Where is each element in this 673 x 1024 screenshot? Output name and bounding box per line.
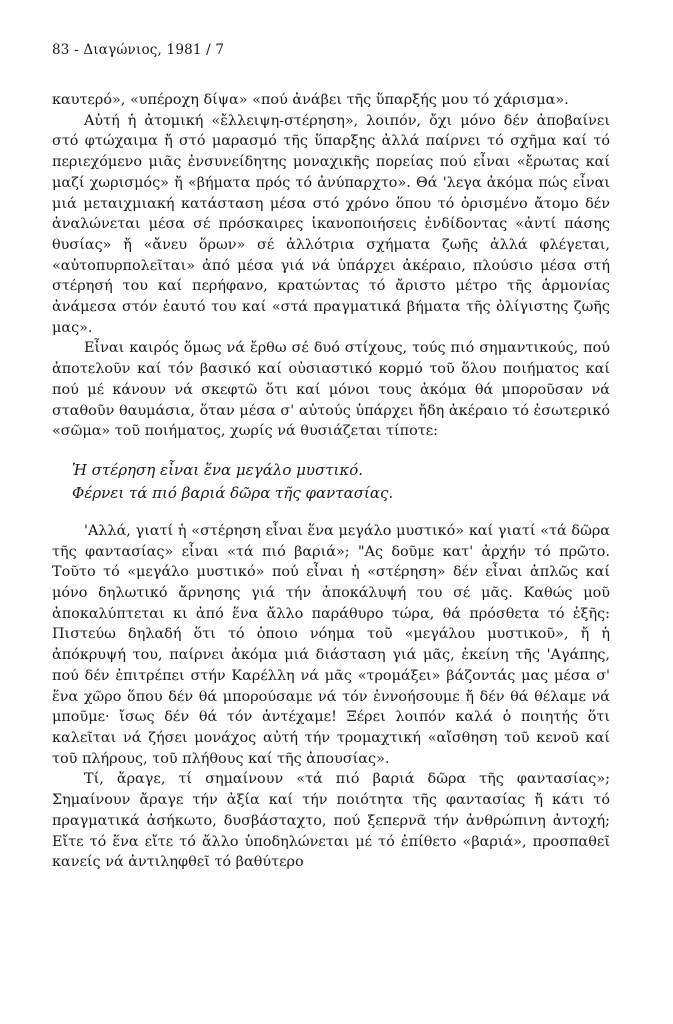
- running-head: 83 - Διαγώνιος, 1981 / 7: [52, 42, 225, 58]
- verse-line-1: Ἡ στέρηση εἶναι ἕνα μεγάλο μυστικό.: [72, 460, 364, 479]
- verse-line-2: Φέρνει τά πιό βαριά δῶρα τῆς φαντασίας.: [72, 483, 394, 502]
- paragraph-1: καυτερό», «υπέροχη δίψα» «πού ἀνάβει τῆς ὕπαρξής μου τό χάρισμα».: [52, 92, 569, 108]
- paragraph-5: Τί, ἄραγε, τί σημαίνουν «τά πιό βαριά δῶρα τῆς φαντασίας»; Σημαίνουν ἄραγε τήν ἀξία καί τήν ποιότητα τῆς φαντασίας ἤ κάτι τό πραγματικά ἀσήκωτο, δυσβάσταχτο, πού ξεπερνᾶ τήν ἀνθρώπινη ἀντοχή; Εἴτε τό ἕνα εἴτε τό ἄλλο ὑποδηλώνεται μέ τό ἐπίθετο «βαριά», προσπαθεῖ κανείς νά ἀντιληφθεῖ τό βαθύτερο: [52, 771, 610, 871]
- paragraph-2: Αὐτή ἡ ἀτομική «ἔλλειψη-στέρηση», λοιπόν, ὄχι μόνο δέν ἀποβαίνει στό φτώχαιμα ἤ στό μαρασμό τῆς ὕπαρξης ἀλλά παίρνει τό σχῆμα καί τό περιεχόμενο μιᾶς ἐνσυνείδητης μοναχικῆς πορείας πού εἶναι «ἔρωτας καί μαζί χωρισμός» ἤ «βήματα πρός τό ἀνύπαρχτο». Θά 'λεγα ἀκόμα πώς εἶναι μιά μεταιχμιακή κατάσταση μέσα στό χρόνο ὅπου τό ὁρισμένο ἄτομο δέν ἀναλώνεται μέσα σέ πρόσκαιρες ἱκανοποιήσεις ἐνδίδοντας «ἀντί πάσης θυσίας» ἤ «ἄνευ ὅρων» σέ ἀλλότρια σχήματα ζωῆς ἀλλά φλέγεται, «αὐτοπυρπολεῖται» ἀπό μέσα γιά νά ὑπάρχει ἀκέραιο, πλούσιο μέσα στή στέρησή του καί περήφανο, κρατώντας τό ἄριστο μέτρο τῆς ἁρμονίας ἀνάμεσα στόν ἑαυτό του καί «στά πραγματικά βήματα τῆς ὀλίγιστης ζωῆς μας».: [52, 112, 610, 336]
- paragraph-3: Εἶναι καιρός ὅμως νά ἔρθω σέ δυό στίχους, τούς πιό σημαντικούς, πού ἀποτελοῦν καί τόν βασικό καί οὐσιαστικό κορμό τοῦ ὅλου ποιήματος καί πού μέ κάνουν νά σκεφτῶ ὅτι καί μόνοι τους ἀκόμα θά μποροῦσαν νά σταθοῦν θαυμάσια, ὅταν μέσα σ' αὐτούς ὑπάρχει ἤδη ἀκέραιο τό ἐσωτερικό «σῶμα» τοῦ ποιήματος, χωρίς νά θυσιάζεται τίποτε:: [52, 340, 610, 440]
- book-page: [52, 40, 610, 873]
- verse-quote: [52, 459, 610, 505]
- paragraph-4: 'Αλλά, γιατί ἡ «στέρηση εἶναι ἕνα μεγάλο μυστικό» καί γιατί «τά δῶρα τῆς φαντασίας» εἶναι «τά πιό βαριά»; "Ας δοῦμε κατ' ἀρχήν τό πρῶτο. Τοῦτο τό «μεγάλο μυστικό» πού εἶναι ἡ «στέρηση» δέν εἶναι ἁπλῶς καί μόνο δηλωτικό ἄρνησης γιά τήν ἀποκάλυψή του σέ μᾶς. Καθώς μοῦ ἀποκαλύπτεται κι ἀπό ἕνα ἄλλο παράθυρο τώρα, θά πρόσθετα τό ἑξῆς: Πιστεύω δηλαδή ὅτι τό ὁποιο νόημα τοῦ «μεγάλου μυστικοῦ», ἤ ἡ ἀπόκρυψή του, παίρνει ἀκόμα μιά διάσταση γιά μᾶς, ἐκείνη τῆς 'Αγάπης, πού δέν ἐπιτρέπει στήν Καρέλλη νά μᾶς «τρομάξει» βάζοντάς μας μέσα σ' ἕνα χῶρο ὅπου δέν θά μπορούσαμε νά τόν ἐννοήσουμε ἤ δέν θά θέλαμε νά μποῦμε· ἴσως δέν θά τόν ἀντέχαμε! Ξέρει λοιπόν καλά ὁ ποιητής ὅτι καλεῖται νά ζήσει μονάχος αὐτή τήν τρομαχτική «αἴσθηση τοῦ κενοῦ καί τοῦ πλήρους, τοῦ πλήθους καί τῆς ἀπουσίας».: [52, 522, 610, 767]
